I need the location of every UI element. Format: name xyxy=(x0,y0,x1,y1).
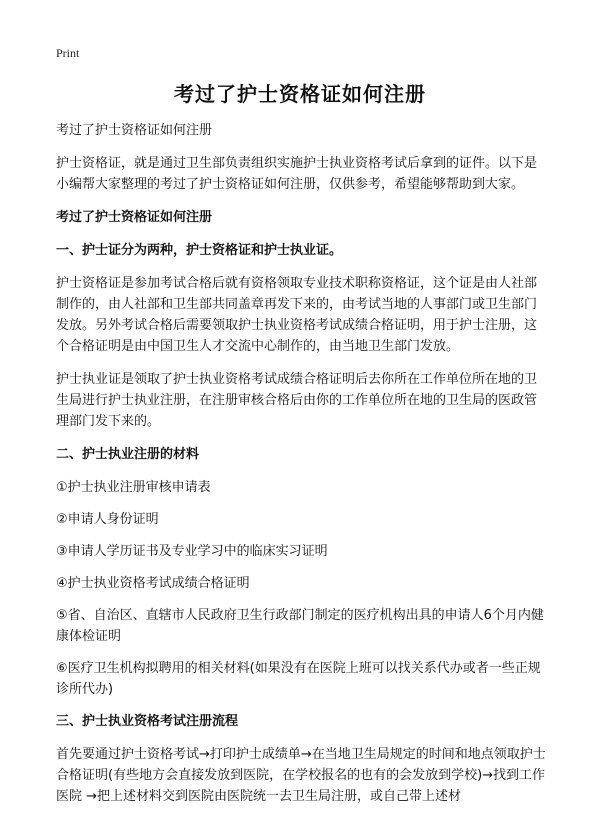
paragraph-2: 护士执业证是领取了护士执业资格考试成绩合格证明后去你所在工作单位所在地的卫生局进行护士执业注册，在注册审核合格后由你的工作单位所在地的卫生局的医政管理部门发下来的。 xyxy=(56,372,538,429)
article-subtitle: 考过了护士资格证如何注册 xyxy=(56,123,213,138)
heading-2: 二、护士执业注册的材料 xyxy=(56,447,200,462)
paragraph-1: 护士资格证是参加考试合格后就有资格领取专业技术职称资格证，这个证是由人社部制作的，由人社部和卫生部共同盖章再发下来的，由考试当地的人事部门或卫生部门发放。另外考试合格后需要领取护士执业资格考试成绩合格证明，用于护士注册，这个合格证明是由中国卫生人才交流中心制作的，由当地卫生部门发放。 xyxy=(56,276,538,354)
paragraph-3: 首先要通过护士资格考试→打印护士成绩单→在当地卫生局规定的时间和地点领取护士合格证明(有些地方会直接发放到医院，在学校报名的也有的会发放到学校)→找到工作医院 →把上述材料交到医院由医院统一去卫生局注册，或自己带上述材 xyxy=(56,747,546,804)
article-body xyxy=(56,120,546,819)
list-item: ⑤省、自治区、直辖市人民政府卫生行政部门制定的医疗机构出具的申请人6个月内健康体检证明 xyxy=(56,608,544,644)
list-item: ②申请人身份证明 xyxy=(56,512,159,527)
heading-1: 一、护士证分为两种，护士资格证和护士执业证。 xyxy=(56,243,343,258)
list-item: ①护士执业注册审核申请表 xyxy=(56,480,211,495)
print-label: Print xyxy=(56,46,80,60)
heading-3: 三、护士执业资格考试注册流程 xyxy=(56,714,239,729)
materials-list xyxy=(56,477,546,700)
intro-paragraph: 护士资格证，就是通过卫生部负责组织实施护士执业资格考试后拿到的证件。以下是小编帮大家整理的考过了护士资格证如何注册，仅供参考，希望能够帮助到大家。 xyxy=(56,156,538,192)
list-item: ④护士执业资格考试成绩合格证明 xyxy=(56,576,250,591)
list-item: ③申请人学历证书及专业学习中的临床实习证明 xyxy=(56,544,328,559)
list-item: ⑥医疗卫生机构拟聘用的相关材料(如果没有在医院上班可以找关系代办或者一些正规诊所代办) xyxy=(56,661,541,697)
section-heading: 考过了护士资格证如何注册 xyxy=(56,210,213,225)
page-title: 考过了护士资格证如何注册 xyxy=(174,82,426,106)
